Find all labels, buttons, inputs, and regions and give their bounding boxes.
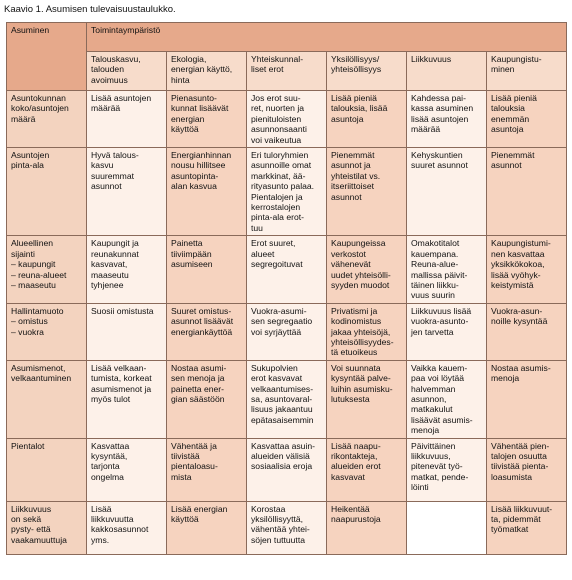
future-housing-table (6, 22, 567, 555)
table-cell: Omakotitalot kauempana. Reuna-alue- mallissa päivit- täinen liikku- vuus suurin (407, 236, 487, 303)
group-header: Toimintaympäristö (87, 23, 567, 52)
column-header: Liikkuvuus (407, 52, 487, 91)
header-row-group (7, 23, 567, 52)
table-caption: Kaavio 1. Asumisen tulevaisuustaulukko. (4, 4, 176, 15)
row-header: Liikkuvuus on sekä pysty- että vaakamuuttuja (7, 501, 87, 554)
row-header: Asumismenot, velkaantuminen (7, 360, 87, 438)
table-row (7, 360, 567, 438)
row-header: Alueellinen sijainti – kaupungit – reuna-alueet – maaseutu (7, 236, 87, 303)
table-cell: Päivittäinen liikkuvuus, pitenevät työ- matkat, pende- löinti (407, 438, 487, 501)
row-header: Pientalot (7, 438, 87, 501)
column-header: Yhteiskunnal- liset erot (247, 52, 327, 91)
table-cell: Vuokra-asumi- sen segregaatio voi syrjäyttää (247, 303, 327, 360)
table-cell: Kehyskuntien suuret asunnot (407, 148, 487, 236)
table-cell: Jos erot suu- ret, nuorten ja pienituloisten asunnonsaanti voi vaikeutua (247, 91, 327, 148)
table-cell: Erot suuret, alueet segregoituvat (247, 236, 327, 303)
table-cell: Voi suunnata kysyntää palve- luihin asumisku- lutuksesta (327, 360, 407, 438)
table-cell: Korostaa yksilöllisyyttä, vähentää yhtei- söjen tuttuutta (247, 501, 327, 554)
table-cell: Nostaa asumi- sen menoja ja painetta ener- gian säästöön (167, 360, 247, 438)
table-cell: Lisää asuntojen määrää (87, 91, 167, 148)
column-header: Yksilöllisyys/ yhteisöllisyys (327, 52, 407, 91)
table-cell: Vaikka kauem- paa voi löytää halvemman asunnon, matkakulut lisäävät asumis- menoja (407, 360, 487, 438)
table-cell: Nostaa asumis- menoja (487, 360, 567, 438)
table-cell: Vähentää ja tiivistää pientaloasu- mista (167, 438, 247, 501)
table-cell: Kasvattaa asuin- alueiden välisiä sosiaalisia eroja (247, 438, 327, 501)
table-cell: Vähentää pien- talojen osuutta tiivistää pienta- loasumista (487, 438, 567, 501)
table-cell: Kahdessa pai- kassa asuminen lisää asuntojen määrää (407, 91, 487, 148)
table-cell: Lisää liikkuvuutta kakkosasunnot yms. (87, 501, 167, 554)
table-row (7, 148, 567, 236)
table-cell: Kasvattaa kysyntää, tarjonta ongelma (87, 438, 167, 501)
table-cell: Lisää naapu- rikontakteja, alueiden erot kasvavat (327, 438, 407, 501)
table-cell: Lisää velkaan- tumista, korkeat asumismenot ja myös tulot (87, 360, 167, 438)
header-row-columns (7, 52, 567, 91)
table-cell: Hyvä talous- kasvu suuremmat asunnot (87, 148, 167, 236)
table-cell: Pienemmät asunnot ja yhteistilat vs. itseriittoiset asunnot (327, 148, 407, 236)
table-cell (407, 501, 487, 554)
column-header: Talouskasvu, talouden avoimuus (87, 52, 167, 91)
table-cell: Kaupungit ja reunakunnat kasvavat, maaseutu tyhjenee (87, 236, 167, 303)
table-cell: Pienemmät asunnot (487, 148, 567, 236)
table-cell: Vuokra-asun- noille kysyntää (487, 303, 567, 360)
table-cell: Heikentää naapurustoja (327, 501, 407, 554)
table-row (7, 236, 567, 303)
table-cell: Liikkuvuus lisää vuokra-asunto- jen tarvetta (407, 303, 487, 360)
table-cell: Lisää pieniä talouksia enemmän asuntoja (487, 91, 567, 148)
table-cell: Kaupungeissa verkostot vähenevät uudet yhteisölli- syyden muodot (327, 236, 407, 303)
table-row (7, 91, 567, 148)
table-row (7, 501, 567, 554)
table-cell: Pienasunto- kunnat lisäävät energian käyttöä (167, 91, 247, 148)
row-header: Asuntokunnan koko/asuntojen määrä (7, 91, 87, 148)
table-row (7, 438, 567, 501)
table-cell: Kaupungistumi- nen kasvattaa yksikkökokoa, lisää vyöhyk- keistymistä (487, 236, 567, 303)
column-header: Ekologia, energian käyttö, hinta (167, 52, 247, 91)
table-cell: Suosii omistusta (87, 303, 167, 360)
row-header: Asuntojen pinta-ala (7, 148, 87, 236)
table-cell: Painetta tiiviimpään asumiseen (167, 236, 247, 303)
corner-header: Asuminen (7, 23, 87, 91)
column-header: Kaupungistu- minen (487, 52, 567, 91)
table-cell: Energianhinnan nousu hillitsee asuntopinta- alan kasvua (167, 148, 247, 236)
table-cell: Lisää liikkuvuut- ta, pidemmät työmatkat (487, 501, 567, 554)
table-cell: Lisää energian käyttöä (167, 501, 247, 554)
table-cell: Lisää pieniä talouksia, lisää asuntoja (327, 91, 407, 148)
table-row (7, 303, 567, 360)
row-header: Hallintamuoto – omistus – vuokra (7, 303, 87, 360)
table-cell: Suuret omistus- asunnot lisäävät energiankäyttöä (167, 303, 247, 360)
table-cell: Eri tuloryhmien asunnoille omat markkinat, ää- rityasunto palaa. Pientalojen ja kerrostalojen pinta-ala erot- tuu (247, 148, 327, 236)
table-cell: Sukupolvien erot kasvavat velkaantumises- sa, asuntovaral- lisuus jakaantuu epätasaisemmin (247, 360, 327, 438)
table-cell: Privatismi ja kodinomistus jakaa yhteisöjä, yhteisöllisyydes- tä etuoikeus (327, 303, 407, 360)
